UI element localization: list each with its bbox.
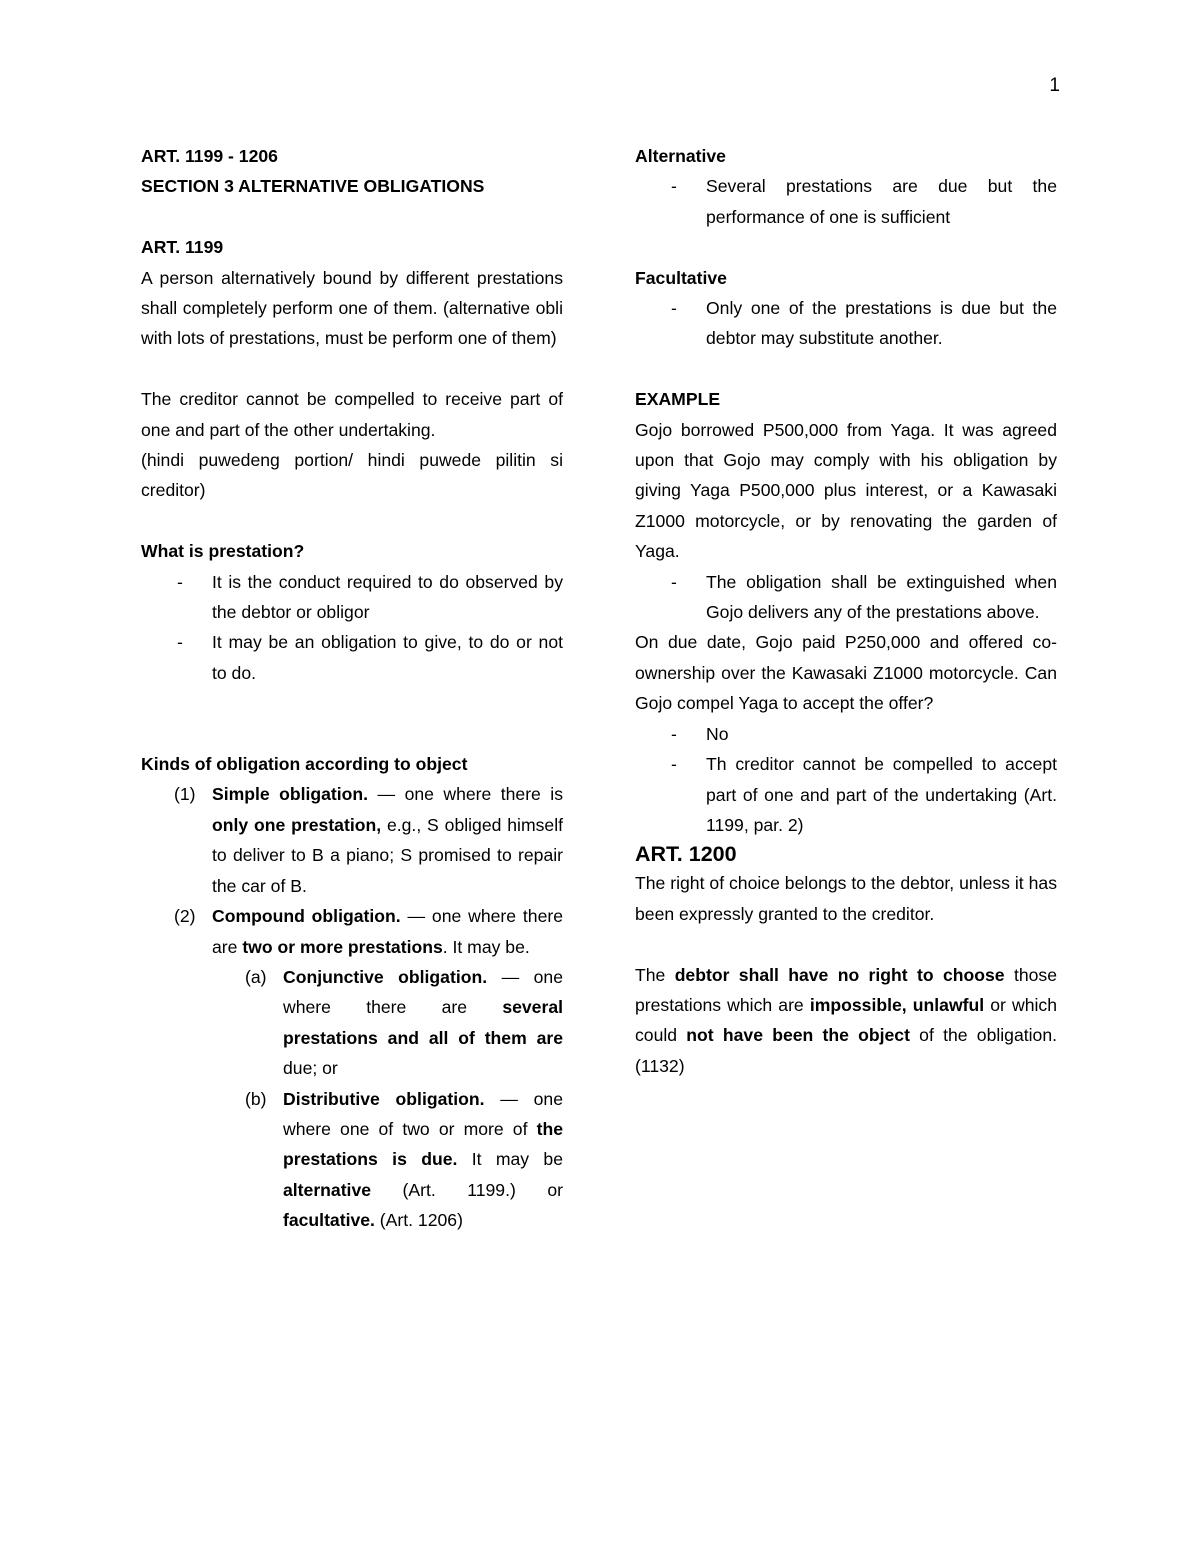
simple-obligation-item [141,779,563,901]
page-number: 1 [1049,75,1060,96]
kinds-heading: Kinds of obligation according to object [141,754,468,775]
art-1199-paragraph: A person alternatively bound by different prestations shall completely perform one of them. (alternative obli with lots of prestations, must be perform one of them) [141,267,563,349]
section-title: SECTION 3 ALTERNATIVE OBLIGATIONS [141,176,485,197]
text: e.g., S obliged himself to deliver to B a piano; S promised to repair the car of B. [212,814,563,896]
emphasis: two or more prestations [242,936,443,957]
example-paragraph: Gojo borrowed P500,000 from Yaga. It was agreed upon that Gojo may comply with his obligation by giving Yaga P500,000 plus interest, or a Kawasaki Z1000 motorcycle, or by renovating the garden of Yaga. [635,419,1057,562]
left-column [141,141,563,1236]
list-item: - Only one of the prestations is due but the debtor may substitute another. [635,293,1057,354]
emphasis: debtor shall have no right to choose [674,964,1005,985]
emphasis: alternative [283,1179,372,1200]
term: Simple obligation. [212,784,369,805]
text: — one where one of two or more of [283,1088,563,1139]
tagalog-note: (hindi puwedeng portion/ hindi puwede pilitin si creditor) [141,450,563,501]
text: or which could [635,994,1057,1046]
emphasis: facultative. [283,1210,375,1231]
text: — one where there are [283,966,563,1018]
facultative-heading: Facultative [635,267,727,288]
art-1199-heading: ART. 1199 [141,237,224,258]
emphasis: the prestations is due. [283,1118,563,1170]
conjunctive-obligation-item [141,962,563,1084]
text: (Art. 1199.) or [371,1179,563,1200]
list-item: - Several prestations are due but the performance of one is sufficient [635,171,1057,232]
art-1200-heading: ART. 1200 [635,842,737,867]
art-1200-paragraph-2 [635,960,1057,1082]
art-1200-paragraph: The right of choice belongs to the debtor, unless it has been expressly granted to the creditor. [635,873,1057,924]
text: It may be [457,1149,564,1170]
text: — one where there are [212,906,563,957]
item-letter: (a) [245,966,267,987]
term: Compound obligation. [212,906,401,927]
list-item: - The obligation shall be extinguished when Gojo delivers any of the prestations above. [635,567,1057,628]
emphasis: only one prestation, [212,814,382,835]
list-item: - Th creditor cannot be compelled to accept part of one and part of the undertaking (Art. 1199, par. 2) [635,749,1057,840]
text: those prestations which are [635,964,1057,1015]
compound-obligation-item [141,901,563,962]
art-range-heading: ART. 1199 - 1206 [141,146,278,166]
distributive-obligation-item [141,1084,563,1236]
alternative-heading: Alternative [635,146,726,166]
text: The [635,964,675,985]
item-number: (1) [174,784,196,805]
example-heading: EXAMPLE [635,389,721,410]
text: . It may be. [442,936,530,957]
text: due; or [283,1058,338,1079]
item-number: (2) [174,906,196,927]
text: — one where there is [368,784,563,805]
text: (Art. 1206) [374,1210,463,1231]
creditor-paragraph: The creditor cannot be compelled to receive part of one and part of the other undertaking. [141,389,563,440]
term: Distributive obligation. [283,1088,485,1109]
list-item: - No [635,719,1057,749]
term: Conjunctive obligation. [283,966,488,987]
right-column [635,141,1057,1081]
item-letter: (b) [245,1088,267,1109]
list-item: - It may be an obligation to give, to do or not to do. [141,627,563,688]
emphasis: impossible, unlawful [809,994,985,1015]
example-question: On due date, Gojo paid P250,000 and offered co-ownership over the Kawasaki Z1000 motorcycle. Can Gojo compel Yaga to accept the offer? [635,632,1057,714]
text: of the obligation. (1132) [635,1025,1057,1076]
list-item: - It is the conduct required to do observed by the debtor or obligor [141,567,563,628]
emphasis: several prestations and all of them are [283,997,563,1048]
prestation-heading: What is prestation? [141,541,305,562]
emphasis: not have been the object [686,1025,910,1046]
